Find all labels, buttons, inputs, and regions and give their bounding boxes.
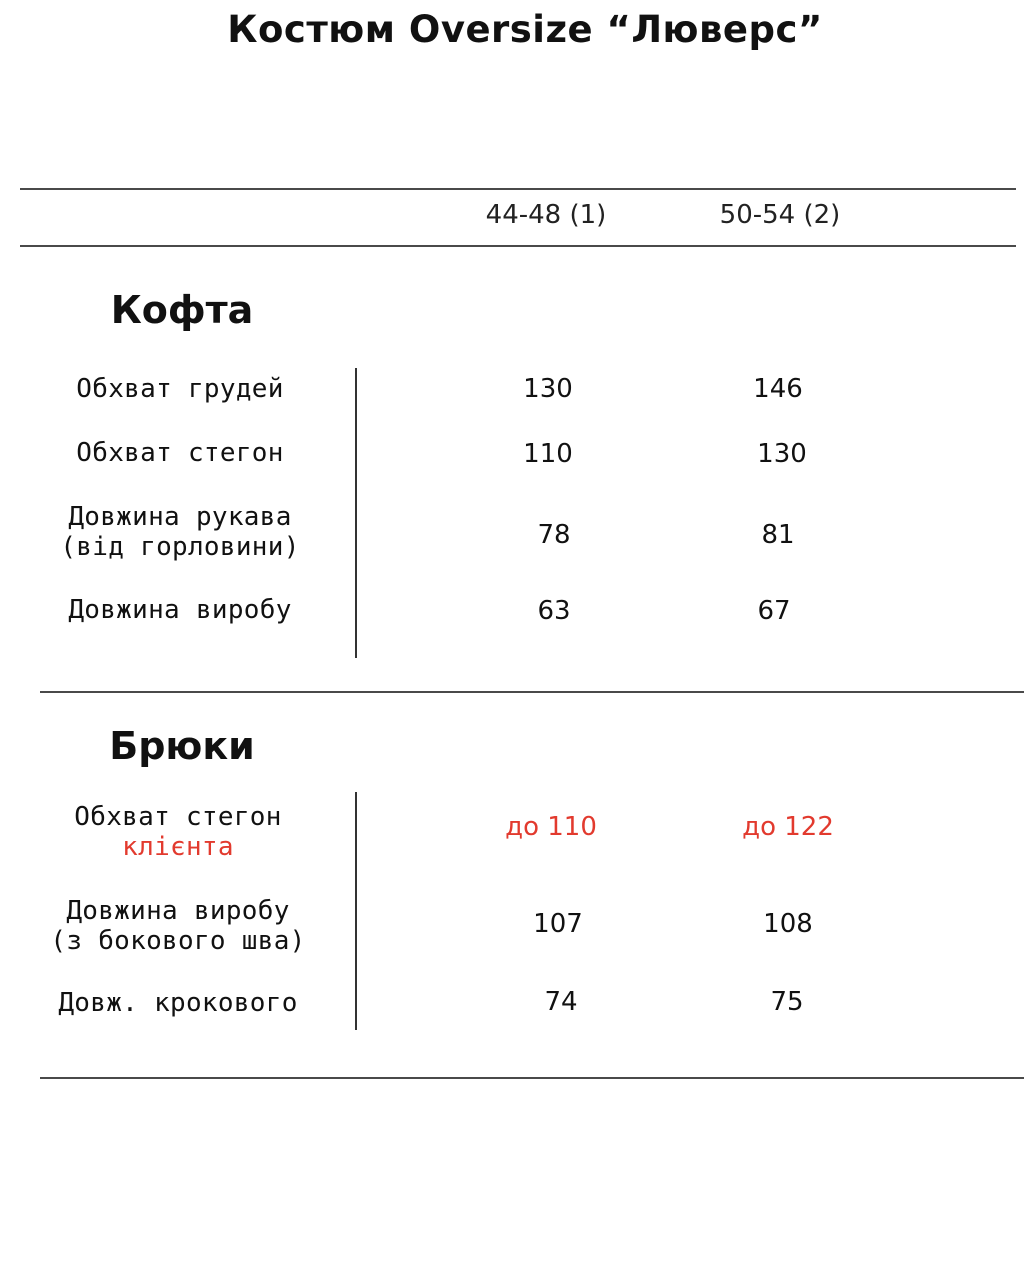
kofta-hips-size2: 130: [757, 439, 807, 469]
kofta-chest-size2: 146: [753, 374, 803, 404]
kofta-sleeve-label-line2: (від горловини): [60, 532, 300, 562]
header-top-rule: [20, 188, 1016, 190]
size-header-2: 50-54 (2): [719, 200, 841, 230]
bryuky-length-label-line1: Довжина виробу: [66, 896, 290, 926]
bryuky-length-size2: 108: [763, 909, 813, 939]
kofta-length-size2: 67: [757, 596, 791, 626]
kofta-length-size1: 63: [537, 596, 571, 626]
kofta-sleeve-size1: 78: [537, 520, 571, 550]
section-title-kofta: Кофта: [110, 288, 254, 332]
bryuky-row-label-inseam: Довж. крокового: [58, 988, 298, 1018]
bryuky-length-label-line2: (з бокового шва): [50, 926, 306, 956]
kofta-row-label-hips: Обхват стегон: [76, 438, 284, 468]
page-title: Костюм Oversize “Люверс”: [227, 8, 823, 51]
bryuky-row-label-length: [28, 896, 328, 956]
header-bottom-rule: [20, 245, 1016, 247]
section-divider-rule: [40, 691, 1024, 693]
kofta-row-label-chest: Обхват грудей: [76, 374, 284, 404]
bryuky-hips-size2: до 122: [742, 812, 834, 842]
section-title-bryuky: Брюки: [109, 724, 255, 768]
bryuky-column-divider: [355, 792, 357, 1030]
kofta-row-label-sleeve: [30, 502, 330, 562]
kofta-column-divider: [355, 368, 357, 658]
bryuky-length-size1: 107: [533, 909, 583, 939]
kofta-hips-size1: 110: [523, 439, 573, 469]
bryuky-inseam-size1: 74: [544, 987, 578, 1017]
bryuky-inseam-size2: 75: [770, 987, 804, 1017]
bryuky-row-label-hips: [28, 802, 328, 862]
bryuky-hips-size1: до 110: [505, 812, 597, 842]
kofta-sleeve-label-line1: Довжина рукава: [68, 502, 292, 532]
size-header-1: 44-48 (1): [485, 200, 607, 230]
bryuky-hips-label-line2: клієнта: [122, 832, 234, 862]
kofta-sleeve-size2: 81: [761, 520, 795, 550]
bryuky-hips-label-line1: Обхват стегон: [74, 802, 282, 832]
bottom-rule: [40, 1077, 1024, 1079]
kofta-row-label-length: Довжина виробу: [68, 595, 292, 625]
kofta-chest-size1: 130: [523, 374, 573, 404]
